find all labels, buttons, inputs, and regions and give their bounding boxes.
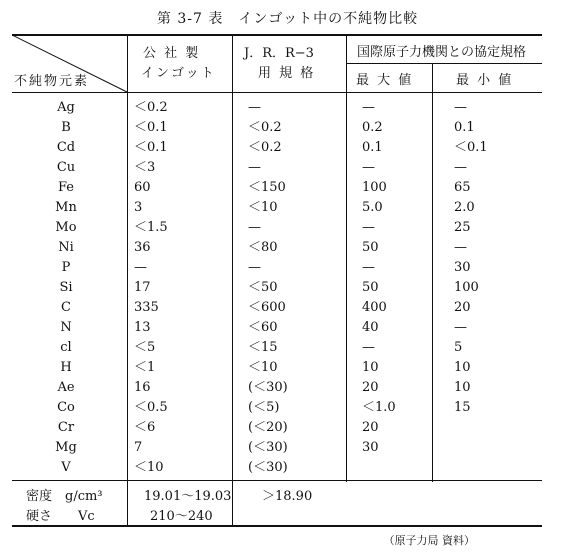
min-cell: 15 [454, 400, 471, 415]
jrr3-cell: ＜60 [248, 320, 278, 335]
element-cell: Ag [57, 100, 75, 115]
min-cell: — [454, 240, 467, 255]
table-row [12, 118, 542, 138]
max-cell: — [362, 260, 375, 275]
min-cell: 10 [454, 360, 471, 375]
max-cell: 100 [362, 180, 387, 195]
jrr3-cell: (＜30) [248, 460, 288, 475]
min-cell: 2.0 [454, 200, 475, 215]
ingot-cell: 16 [134, 380, 151, 395]
element-cell: Ni [58, 240, 74, 255]
max-cell: — [362, 340, 375, 355]
element-cell: Cr [57, 420, 75, 435]
table-row [12, 418, 542, 438]
min-cell: ＜0.1 [454, 140, 488, 155]
table-row [12, 178, 542, 198]
table-row [12, 338, 542, 358]
col-header-iaea-group: 国際原子力機関との協定規格 [357, 45, 527, 60]
ingot-cell: ＜3 [134, 160, 156, 175]
min-cell: — [454, 100, 467, 115]
max-cell: — [362, 220, 375, 235]
row-header-label: 不純物元素 [14, 74, 90, 89]
min-cell: 20 [454, 300, 471, 315]
ingot-cell: — [134, 260, 147, 275]
ingot-cell: ＜0.2 [134, 100, 168, 115]
ingot-cell: 17 [134, 280, 151, 295]
ingot-cell: ＜0.1 [134, 140, 168, 155]
max-cell: 10 [362, 360, 379, 375]
table-row [12, 278, 542, 298]
ingot-cell: 13 [134, 320, 151, 335]
jrr3-cell: ＜10 [248, 360, 278, 375]
min-cell: 10 [454, 380, 471, 395]
table-row [12, 98, 542, 118]
table-row [12, 258, 542, 278]
min-cell: 30 [454, 260, 471, 275]
hardness-label: 硬さ Vc [26, 509, 95, 524]
table-row [12, 298, 542, 318]
col-header-jrr3-line2: 用 規 格 [258, 66, 316, 81]
max-cell: — [362, 100, 375, 115]
table-row [12, 318, 542, 338]
element-cell: Si [59, 280, 73, 295]
jrr3-cell: ＜10 [248, 200, 278, 215]
table-row [12, 398, 542, 418]
col-header-min: 最 小 値 [456, 73, 514, 88]
max-cell: 5.0 [362, 200, 383, 215]
ingot-cell: 7 [134, 440, 143, 455]
jrr3-cell: ＜50 [248, 280, 278, 295]
element-cell: Fe [57, 180, 74, 195]
hardness-ingot-value: 210～240 [150, 509, 213, 524]
ingot-cell: ＜0.1 [134, 120, 168, 135]
ingot-cell: ＜1.5 [134, 220, 168, 235]
element-cell: B [61, 120, 71, 135]
element-cell: Mg [55, 440, 77, 455]
max-cell: 0.2 [362, 120, 383, 135]
ingot-cell: ＜1 [134, 360, 156, 375]
min-cell: 65 [454, 180, 471, 195]
element-cell: Ae [57, 380, 75, 395]
table-row [12, 158, 542, 178]
table-caption: 第 3-7 表 インゴット中の不純物比較 [156, 11, 419, 27]
jrr3-cell: (＜30) [248, 440, 288, 455]
col-header-jrr3-line1: J．R．R−3 [244, 46, 314, 61]
element-cell: C [61, 300, 71, 315]
ingot-cell: ＜5 [134, 340, 156, 355]
max-cell: 0.1 [362, 140, 383, 155]
ingot-cell: ＜0.5 [134, 400, 168, 415]
element-cell: Co [57, 400, 75, 415]
footer-rule [12, 480, 542, 481]
ingot-cell: ＜10 [134, 460, 164, 475]
element-cell: N [60, 320, 72, 335]
max-cell: 400 [362, 300, 387, 315]
jrr3-cell: ＜0.2 [248, 120, 282, 135]
element-cell: Cd [56, 140, 76, 155]
max-cell: 30 [362, 440, 379, 455]
ingot-cell: 36 [134, 240, 151, 255]
element-cell: cl [60, 340, 72, 355]
min-cell: — [454, 320, 467, 335]
max-cell: 50 [362, 280, 379, 295]
group-rule [346, 63, 542, 64]
max-cell: — [362, 160, 375, 175]
source-note: （原子力局 資料） [383, 534, 475, 547]
jrr3-cell: — [248, 260, 261, 275]
table-row [12, 378, 542, 398]
min-cell: 0.1 [454, 120, 475, 135]
jrr3-cell: — [248, 220, 261, 235]
ingot-cell: ＜6 [134, 420, 156, 435]
element-cell: V [61, 460, 71, 475]
element-cell: Mo [55, 220, 77, 235]
jrr3-cell: (＜30) [248, 380, 288, 395]
ingot-cell: 335 [134, 300, 159, 315]
max-cell: 40 [362, 320, 379, 335]
jrr3-cell: — [248, 100, 261, 115]
min-cell: 5 [454, 340, 463, 355]
min-cell: 100 [454, 280, 479, 295]
table-row [12, 358, 542, 378]
table-row [12, 218, 542, 238]
max-cell: 20 [362, 420, 379, 435]
jrr3-cell: ＜15 [248, 340, 278, 355]
element-cell: Cu [56, 160, 76, 175]
ingot-cell: 60 [134, 180, 151, 195]
col-header-max: 最 大 値 [356, 73, 414, 88]
jrr3-cell: (＜20) [248, 420, 288, 435]
element-cell: P [61, 260, 71, 275]
jrr3-cell: (＜5) [248, 400, 280, 415]
density-ingot-value: 19.01～19.03 [144, 489, 232, 504]
max-cell: ＜1.0 [362, 400, 396, 415]
table-row [12, 238, 542, 258]
jrr3-cell: ＜80 [248, 240, 278, 255]
col-header-ingot-line2: インゴット [141, 66, 216, 81]
element-cell: Mn [55, 200, 77, 215]
table-row [12, 138, 542, 158]
jrr3-cell: ＜150 [248, 180, 286, 195]
density-jrr3-value: ＞18.90 [262, 489, 313, 504]
jrr3-cell: — [248, 160, 261, 175]
max-cell: 20 [362, 380, 379, 395]
density-label: 密度 g/cm³ [26, 489, 103, 504]
ingot-cell: 3 [134, 200, 143, 215]
jrr3-cell: ＜600 [248, 300, 286, 315]
min-cell: 25 [454, 220, 471, 235]
jrr3-cell: ＜0.2 [248, 140, 282, 155]
table-row [12, 438, 542, 458]
col-header-ingot-line1: 公 社 製 [143, 46, 201, 61]
table-row [12, 198, 542, 218]
bottom-rule [12, 525, 542, 527]
table-row [12, 458, 542, 478]
element-cell: H [60, 360, 72, 375]
min-cell: — [454, 160, 467, 175]
max-cell: 50 [362, 240, 379, 255]
